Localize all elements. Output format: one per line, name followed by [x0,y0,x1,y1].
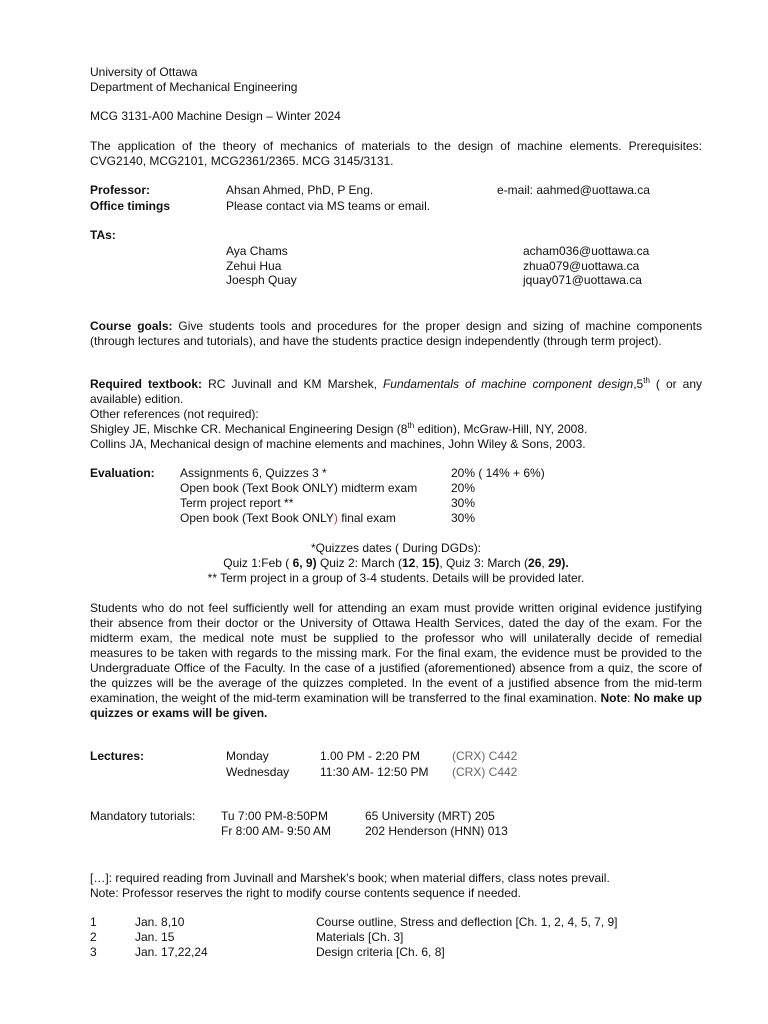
ta-email: jquay071@uottawa.ca [523,273,642,287]
department-name: Department of Mechanical Engineering [90,80,298,94]
quiz-3-date-a: 26 [528,556,542,570]
tutorials-label: Mandatory tutorials: [90,809,196,823]
quiz-1-label: Quiz 1:Feb ( [223,556,293,570]
ta-email: zhua079@uottawa.ca [523,259,640,273]
evaluation-label: Evaluation: [90,466,155,480]
evaluation-item [180,511,396,526]
evaluation-item: Open book (Text Book ONLY) midterm exam [180,481,418,495]
quiz-dates-line [90,556,702,571]
quiz-3-sep: , [541,556,549,570]
lecture-room: (CRX) C442 [452,749,518,763]
reference-collins: Collins JA, Mechanical design of machine elements and machines, John Wiley & Sons, 2003. [90,437,586,451]
textbook-label: Required textbook: [90,377,203,391]
quiz-2-date-b: 15) [422,556,440,570]
absence-policy [90,601,702,721]
schedule-week-number: 1 [90,915,97,929]
evaluation-weight: 20% ( 14% + 6%) [451,466,545,480]
course-goals-label: Course goals: [90,319,173,333]
evaluation-item: Assignments 6, Quizzes 3 * [180,466,327,480]
quiz-3-label: , Quiz 3: March ( [439,556,529,570]
evaluation-item-text-post: final exam [337,511,396,525]
lectures-label: Lectures: [90,749,145,763]
schedule-date: Jan. 17,22,24 [135,945,208,959]
evaluation-item: Term project report ** [180,496,294,510]
absence-note-bold: No make up quizzes or exams will be given. [90,691,702,720]
professor-name: Ahsan Ahmed, PhD, P Eng. [226,183,374,197]
office-timings-label: Office timings [90,199,171,213]
ta-name: Zehui Hua [226,259,282,273]
schedule-week-number: 3 [90,945,97,959]
evaluation-weight: 30% [451,496,476,510]
absence-note-label: Note [600,691,628,705]
sequence-note: Note: Professor reserves the right to modify course contents sequence if needed. [90,886,521,900]
quiz-1-dates: 6, 9) [292,556,317,570]
tutorial-time: Tu 7:00 PM-8:50PM [221,809,328,823]
evaluation-weight: 20% [451,481,476,495]
schedule-topic: Materials [Ch. 3] [316,930,404,944]
quiz-3-date-b: 29). [548,556,569,570]
course-goals-text: Give students tools and procedures for the proper design and sizing of machine components (through lectures and tutorials), and have the students practice design independently (through term project). [90,319,702,348]
reference-shigley [90,422,587,437]
professor-label: Professor: [90,183,151,197]
schedule-date: Jan. 8,10 [135,915,185,929]
tutorial-time: Fr 8:00 AM- 9:50 AM [221,824,332,838]
reference-shigley-sup: th [407,421,415,430]
lecture-time: 11:30 AM- 12:50 PM [320,765,429,779]
schedule-week-number: 2 [90,930,97,944]
university-name: University of Ottawa [90,65,198,79]
lecture-time: 1.00 PM - 2:20 PM [320,749,421,763]
course-title: MCG 3131-A00 Machine Design – Winter 2024 [90,109,341,123]
quiz-2-date-a: 12 [401,556,416,570]
reference-shigley-text: Shigley JE, Mischke CR. Mechanical Engineering Design (8 [90,422,408,436]
office-timings-value: Please contact via MS teams or email. [226,199,431,213]
textbook-edition-post: ( or any available) edition. [90,377,703,406]
course-description: The application of the theory of mechanics of materials to the design of machine elements. Prerequisites: CVG2140, MCG2101, MCG2361/2365. MCG 3145/3131. [90,139,702,168]
lecture-day: Wednesday [226,765,290,779]
schedule-topic: Course outline, Stress and deflection [Ch. 1, 2, 4, 5, 7, 9] [316,915,618,929]
evaluation-item-red: ) [333,511,338,525]
ta-name: Aya Chams [226,244,288,258]
lecture-room: (CRX) C442 [452,765,518,779]
absence-note-colon: : [627,691,634,705]
term-project-note: ** Term project in a group of 3-4 students. Details will be provided later. [207,571,585,585]
tas-label: TAs: [90,228,116,242]
required-textbook [90,377,702,407]
quiz-2-sep: , [415,556,422,570]
ta-email: acham036@uottawa.ca [523,244,650,258]
schedule-date: Jan. 15 [135,930,175,944]
professor-email: e-mail: aahmed@uottawa.ca [497,183,650,197]
tutorial-room: 202 Henderson (HNN) 013 [365,824,508,838]
textbook-edition-sup: th [643,376,650,385]
absence-policy-text: Students who do not feel sufficiently well for attending an exam must provide written original evidence justifying their absence from their doctor or the University of Ottawa Health Services, dated the day of the exam. For the midterm exam, the medical note must be supplied to the professor who will unilaterally decide of remedial measures to be taken with regards to the missing mark. For the final exam, the evidence must be provided to the Undergraduate Office of the Faculty. In the case of a justified (aforementioned) absence from a quiz, the score of the quizzes will be the average of the quizzes completed. In the event of a justified absence from the mid-term examination, the weight of the mid-term examination will be transferred to the final examination. [90,601,702,705]
ta-name: Joesph Quay [226,273,297,287]
evaluation-weight: 30% [451,511,476,525]
reference-shigley-post: edition), McGraw-Hill, NY, 2008. [414,422,588,436]
textbook-authors: RC Juvinall and KM Marshek, [202,377,383,391]
other-references-label: Other references (not required): [90,407,259,421]
lecture-day: Monday [226,749,269,763]
reading-note: […]: required reading from Juvinall and Marshek’s book; when material differs, class notes prevail. [90,871,610,885]
evaluation-item-text: Open book (Text Book ONLY [180,511,334,525]
quiz-dates-header: *Quizzes dates ( During DGDs): [310,541,482,555]
quiz-2-label: Quiz 2: March ( [316,556,402,570]
textbook-edition: ,5 [633,377,644,391]
course-goals [90,319,702,349]
tutorial-room: 65 University (MRT) 205 [365,809,495,823]
schedule-topic: Design criteria [Ch. 6, 8] [316,945,445,959]
textbook-title: Fundamentals of machine component design [382,377,634,391]
